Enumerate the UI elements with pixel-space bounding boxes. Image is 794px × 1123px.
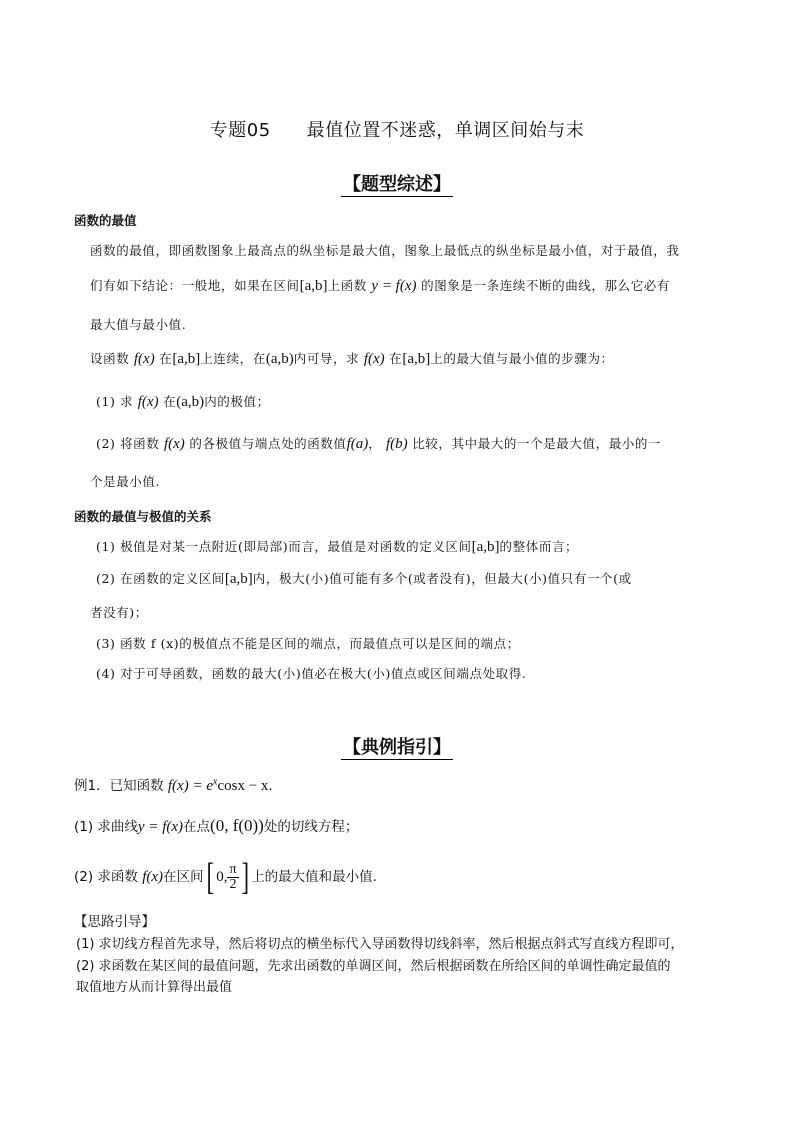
paragraph-line: 函数的最值，即函数图象上最高点的纵坐标是最大值，图象上最低点的纵坐标是最小值，对于最值，我	[90, 243, 680, 258]
heading-extrema-relation: 函数的最值与极值的关系	[74, 509, 212, 524]
title-topic-number: 专题05	[209, 120, 271, 141]
relation-item: (4) 对于可导函数，函数的最大(小)值必在极大(小)值点或区间端点处取得.	[96, 666, 527, 681]
step-item: (1) 求 f(x) 在(a,b)内的极值；	[96, 394, 270, 410]
relation-item: (1) 极值是对某一点附近(即局部)而言，最值是对函数的定义区间[a,b]的整体而言；	[96, 539, 579, 555]
title-text: 最值位置不迷惑，单调区间始与末	[306, 120, 585, 141]
question-item: (2) 求函数 f(x)在区间[ 0, $\frac{\pi}{2}$ ] 上的最大值和最小值.	[74, 856, 377, 898]
hint-line: 取值地方从而计算得出最值	[76, 980, 233, 995]
paragraph-line: 个是最小值.	[90, 474, 161, 489]
step-item: (2) 将函数 f(x) 的各极值与端点处的函数值f(a)， f(b) 比较，其中最大的一个是最大值，最小的一	[96, 436, 662, 452]
section-heading-overview: 【题型综述】	[343, 174, 451, 195]
page-title	[0, 116, 794, 142]
example-statement: 例1．已知函数 $f(x) = e^x\cos x - x$.	[74, 776, 273, 794]
paragraph-line: 们有如下结论：一般地，如果在区间[a,b]上函数 y = f(x) 的图象是一条连续不断的曲线，那么它必有	[90, 278, 670, 294]
heading-function-extrema: 函数的最值	[74, 213, 137, 228]
section-heading-examples: 【典例指引】	[343, 737, 451, 758]
paragraph-line: 者没有)；	[90, 605, 148, 620]
question-item: (1) 求曲线y = f(x)在点(0, f(0))处的切线方程；	[74, 816, 359, 835]
pi-over-two-fraction: $\frac{\pi}{2}$	[229, 861, 237, 892]
relation-item: (3) 函数 f (x)的极值点不能是区间的端点，而最值点可以是区间的端点；	[96, 636, 520, 651]
paragraph-line: 设函数 f(x) 在[a,b]上连续，在(a,b)内可导，求 f(x) 在[a,b]上的最大值与最小值的步骤为：	[90, 351, 614, 367]
hint-line: (1) 求切线方程首先求导，然后将切点的横坐标代入导函数得切线斜率，然后根据点斜式写直线方程即可，	[76, 937, 684, 952]
paragraph-line: 最大值与最小值.	[90, 317, 187, 332]
hint-line: (2) 求函数在某区间的最值问题，先求出函数的单调区间，然后根据函数在所给区间的单调性确定最值的	[76, 959, 671, 974]
relation-item: (2) 在函数的定义区间[a,b]内，极大(小)值可能有多个(或者没有)，但最大(小)值只有一个(或	[96, 571, 632, 587]
hint-title: 【思路引导】	[74, 914, 155, 930]
